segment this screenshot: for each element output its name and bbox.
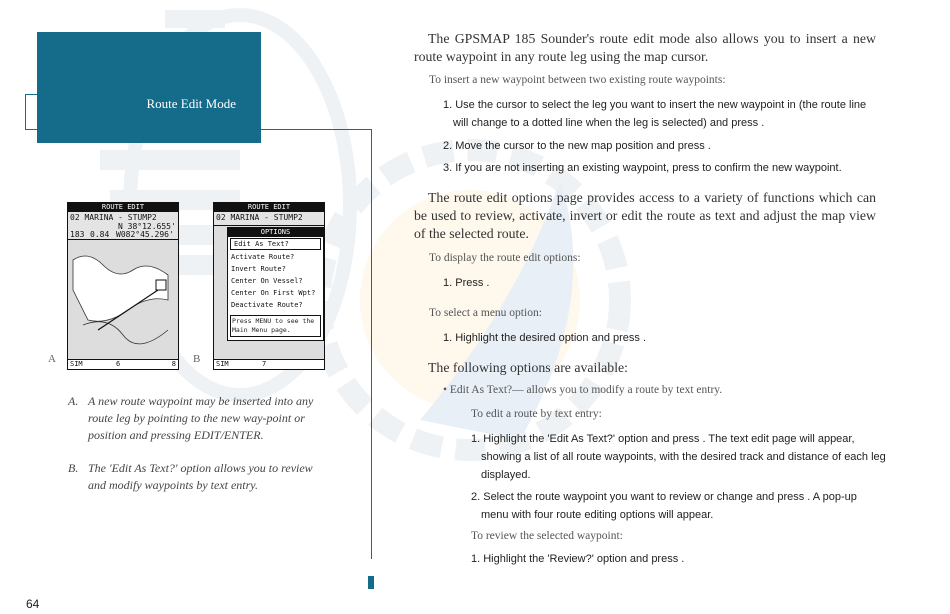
option-invert-route[interactable]: Invert Route?: [231, 265, 286, 273]
figure-b-header: ROUTE EDIT: [214, 203, 324, 212]
edit-heading: To edit a route by text entry:: [471, 408, 602, 420]
insert-step-1: 1. Use the cursor to select the leg you want to insert the new waypoint in (the route line will change to a dotted line when the leg is selected) and press .: [443, 99, 867, 129]
figure-a-foot-left: SIM: [70, 360, 83, 368]
insert-step-3: 3. If you are not inserting an existing waypoint, press to confirm the new waypoint.: [443, 162, 842, 174]
insert-step-2: 2. Move the cursor to the new map position and press .: [443, 140, 711, 152]
figure-b-footer: [214, 359, 324, 369]
edit-step-1: 1. Highlight the 'Edit As Text?' option and press . The text edit page will appear, showing a list of all route waypoints, with the desired track and distance of each leg displayed.: [471, 433, 886, 481]
page-number: 64: [26, 597, 40, 611]
select-heading: To select a menu option:: [429, 307, 542, 319]
review-step: 1. Highlight the 'Review?' option and press .: [471, 553, 685, 565]
display-step: 1. Press .: [443, 277, 490, 289]
figure-a-route: 02 MARINA - STUMP2: [70, 213, 157, 222]
section-title-box: [37, 32, 261, 143]
bottom-marker: [368, 576, 374, 589]
figure-a-label: A: [48, 353, 56, 365]
figure-b-foot-left: SIM: [216, 360, 229, 368]
option-deactivate-route[interactable]: Deactivate Route?: [231, 301, 303, 309]
caption-b: [68, 460, 328, 500]
figure-b-screen: [213, 202, 325, 370]
options-menu: [227, 227, 324, 341]
caption-b-key: B.: [68, 461, 79, 475]
bullet-edit-as-text: • Edit As Text?— allows you to modify a route by text entry.: [443, 384, 723, 396]
edit-step-2: 2. Select the route waypoint you want to review or change and press . A pop-up menu with four route editing options will appear.: [471, 491, 857, 521]
section-title: Route Edit Mode: [146, 96, 236, 111]
caption-a-key: A.: [68, 394, 79, 408]
figure-a-footer: [68, 359, 178, 369]
available-heading: The following options are available:: [428, 360, 628, 375]
review-heading: To review the selected waypoint:: [471, 530, 623, 542]
figure-a-foot-mid: 6: [116, 360, 121, 368]
figure-a-map: [68, 239, 178, 359]
figure-b-label: B: [193, 353, 201, 365]
caption-b-text: The 'Edit As Text?' option allows you to review and modify waypoints by text entry.: [88, 461, 313, 492]
insert-heading: To insert a new waypoint between two existing route waypoints:: [429, 74, 726, 86]
options-note: Press MENU to see the Main Menu page.: [230, 315, 321, 337]
option-center-on-vessel[interactable]: Center On Vessel?: [231, 277, 303, 285]
figure-b-foot-mid: 7: [262, 360, 267, 368]
display-heading: To display the route edit options:: [429, 252, 581, 264]
rule-left: [25, 94, 26, 130]
figure-a-chart-icon: [68, 240, 178, 358]
figure-a-foot-right: 8: [171, 360, 176, 368]
option-activate-route[interactable]: Activate Route?: [231, 253, 295, 261]
figure-a-dist-prefix: 183: [70, 230, 85, 239]
option-center-on-first-wpt[interactable]: Center On First Wpt?: [231, 289, 316, 297]
caption-a-text: A new route waypoint may be inserted into any route leg by pointing to the new way-point or position and pressing EDIT/ENTER.: [88, 394, 314, 442]
figure-a-lat: N 38°12.655': [118, 222, 176, 231]
figure-a-dist: 0.84: [90, 230, 110, 239]
option-edit-as-text[interactable]: Edit As Text?: [230, 238, 321, 250]
options-paragraph: The route edit options page provides access to a variety of functions which can be used to review, activate, invert or edit the route as text and adjust the map view of the selected route.: [414, 190, 876, 241]
rule-horizontal: [261, 129, 372, 130]
rule-tick: [25, 129, 37, 130]
rule-vertical: [371, 129, 372, 559]
select-step: 1. Highlight the desired option and press .: [443, 332, 647, 344]
caption-a: [68, 393, 328, 453]
figure-a-header: ROUTE EDIT: [68, 203, 178, 212]
figure-a-screen: [67, 202, 179, 370]
figure-b-route: 02 MARINA - STUMP2: [216, 213, 303, 222]
rule-top: [25, 94, 37, 95]
options-title: OPTIONS: [228, 228, 323, 237]
intro-paragraph: The GPSMAP 185 Sounder's route edit mode also allows you to insert a new route waypoint in any route leg using the map cursor.: [414, 31, 876, 64]
figure-a-lon: W082°45.296': [116, 230, 174, 239]
